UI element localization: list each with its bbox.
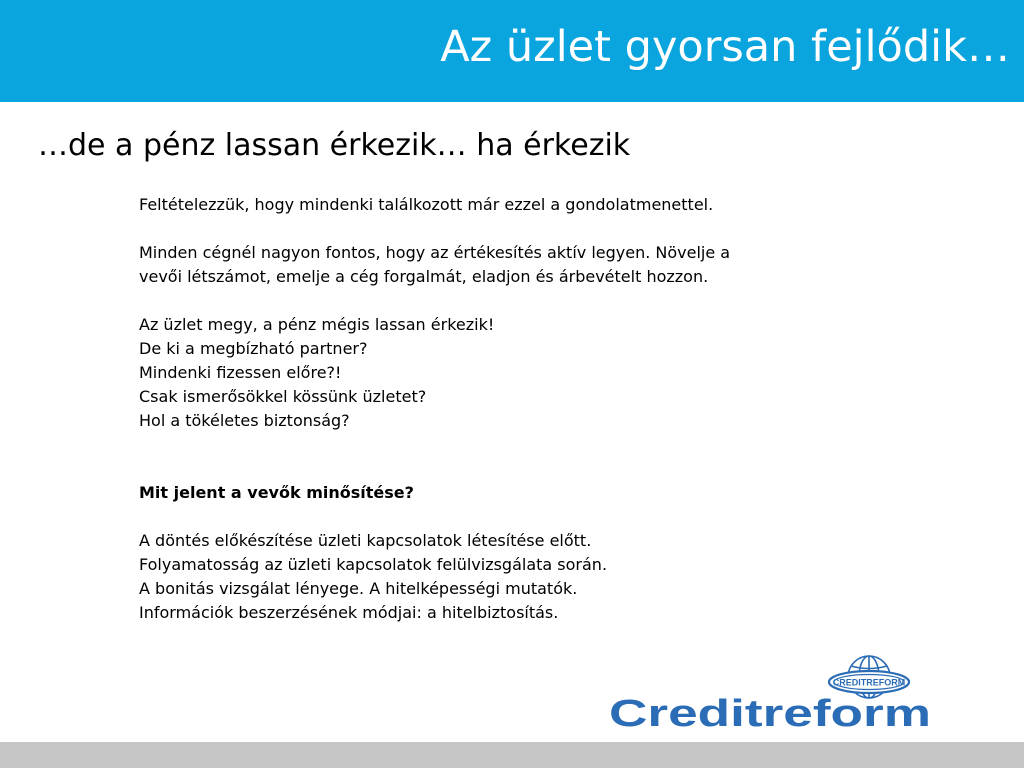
question-line: Az üzlet megy, a pénz mégis lassan érkezik! bbox=[139, 315, 495, 334]
point-line: Információk beszerzésének módjai: a hitelbiztosítás. bbox=[139, 603, 559, 622]
slide-content bbox=[139, 193, 919, 625]
footer-bar bbox=[0, 742, 1024, 768]
question-line: Mindenki fizessen előre?! bbox=[139, 363, 342, 382]
intro-paragraph: Feltételezzük, hogy mindenki találkozott már ezzel a gondolatmenettel. bbox=[139, 195, 714, 214]
slide-title: Az üzlet gyorsan fejlődik… bbox=[440, 22, 1010, 72]
question-line: Csak ismerősökkel kössünk üzletet? bbox=[139, 387, 427, 406]
sales-paragraph-line: vevői létszámot, emelje a cég forgalmát, eladjon és árbevételt hozzon. bbox=[139, 267, 709, 286]
header-bar bbox=[0, 0, 1024, 102]
globe-icon bbox=[607, 655, 937, 733]
point-line: A bonitás vizsgálat lényege. A hitelképességi mutatók. bbox=[139, 579, 578, 598]
question-line: Hol a tökéletes biztonság? bbox=[139, 411, 350, 430]
question-line: De ki a megbízható partner? bbox=[139, 339, 368, 358]
creditreform-logo bbox=[607, 655, 937, 733]
section-heading: Mit jelent a vevők minősítése? bbox=[139, 483, 414, 502]
logo-wordmark: Creditreform bbox=[609, 693, 931, 733]
slide-subtitle: …de a pénz lassan érkezik… ha érkezik bbox=[38, 128, 631, 163]
logo-badge-text: CREDITREFORM bbox=[832, 677, 906, 688]
point-line: Folyamatosság az üzleti kapcsolatok felülvizsgálata során. bbox=[139, 555, 608, 574]
sales-paragraph-line: Minden cégnél nagyon fontos, hogy az értékesítés aktív legyen. Növelje a bbox=[139, 243, 731, 262]
point-line: A döntés előkészítése üzleti kapcsolatok létesítése előtt. bbox=[139, 531, 592, 550]
